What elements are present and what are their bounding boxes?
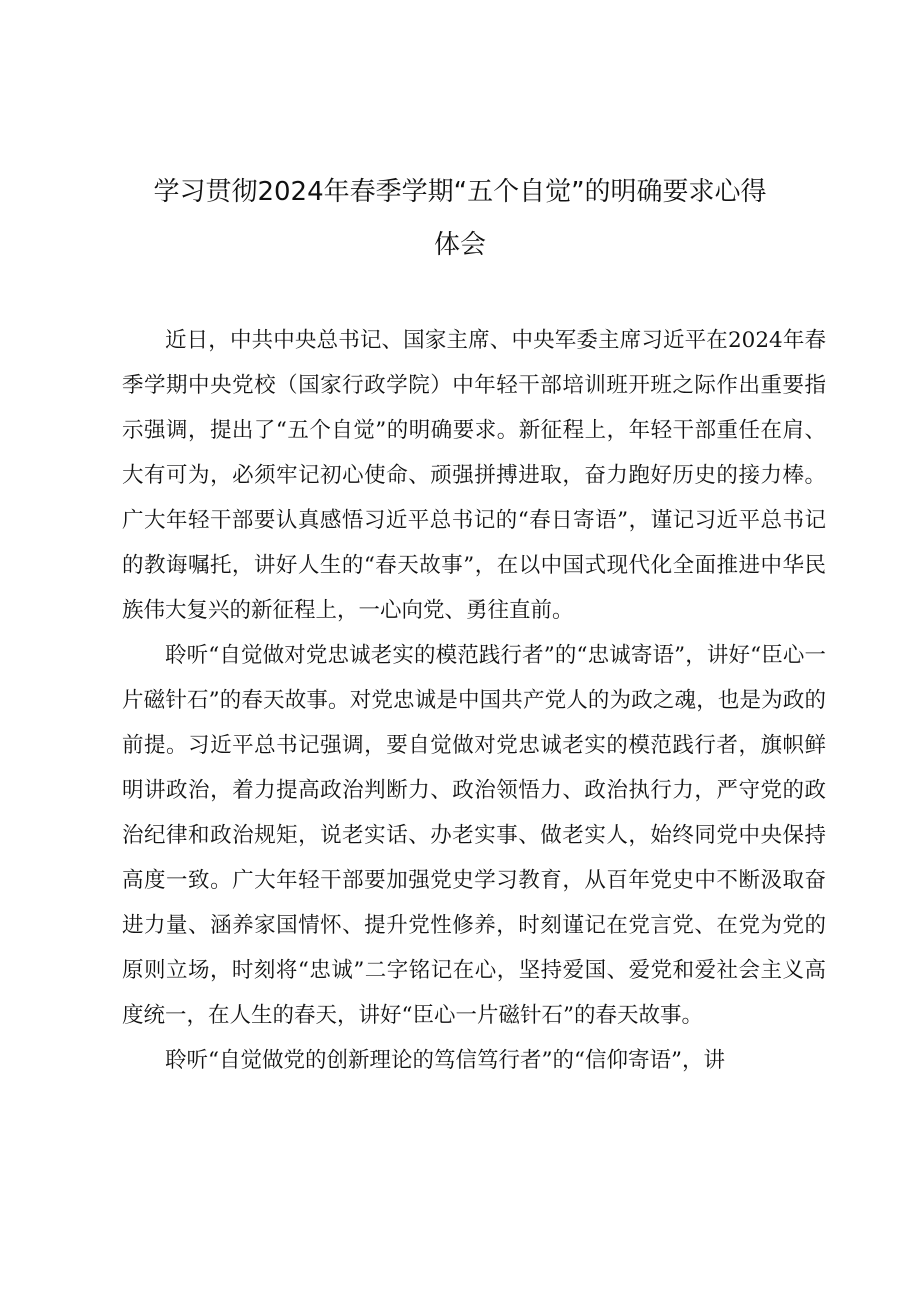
body-paragraph-2: 聆听“自觉做对党忠诚老实的模范践行者”的“忠诚寄语”，讲好“臣心一片磁针石”的春天故事。对党忠诚是中国共产党人的为政之魂，也是为政的前提。习近平总书记强调，要自觉做对党忠诚老实的模范践行者，旗帜鲜明讲政治，着力提高政治判断力、政治领悟力、政治执行力，严守党的政治纪律和政治规矩，说老实话、办老实事、做老实人，始终同党中央保持高度一致。广大年轻干部要加强党史学习教育，从百年党史中不断汲取奋进力量、涵养家国情怀、提升党性修养，时刻谨记在党言党、在党为党的原则立场，时刻将“忠诚”二字铭记在心，坚持爱国、爱党和爱社会主义高度统一，在人生的春天，讲好“臣心一片磁针石”的春天故事。 bbox=[122, 643, 826, 1028]
body-paragraph-1: 近日，中共中央总书记、国家主席、中央军委主席习近平在2024年春季学期中央党校（国家行政学院）中年轻干部培训班开班之际作出重要指示强调，提出了“五个自觉”的明确要求。新征程上，年轻干部重任在肩、大有可为，必须牢记初心使命、顽强拼搏进取，奋力跑好历史的接力棒。广大年轻干部要认真感悟习近平总书记的“春日寄语”，谨记习近平总书记的教诲嘱托，讲好人生的“春天故事”，在以中国式现代化全面推进中华民族伟大复兴的新征程上，一心向党、勇往直前。 bbox=[122, 328, 826, 623]
document-title bbox=[110, 166, 810, 272]
document-title-line-1: 学习贯彻2024年春季学期“五个自觉”的明确要求心得 bbox=[153, 177, 767, 207]
document-body bbox=[122, 318, 826, 1083]
document-title-line-2: 体会 bbox=[433, 230, 486, 260]
body-paragraph-3: 聆听“自觉做党的创新理论的笃信笃行者”的“信仰寄语”，讲 bbox=[165, 1048, 725, 1073]
